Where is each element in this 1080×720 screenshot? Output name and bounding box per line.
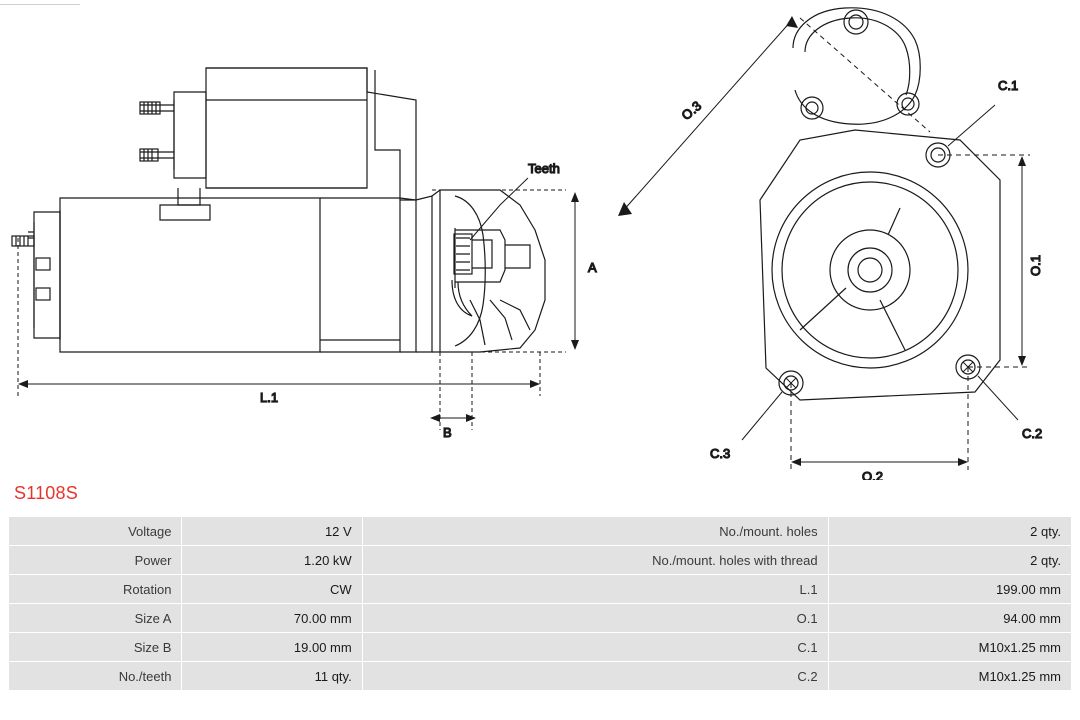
spec-value: 1.20 kW bbox=[182, 546, 362, 575]
spec-value: 19.00 mm bbox=[182, 633, 362, 662]
spec-value: M10x1.25 mm bbox=[828, 662, 1071, 691]
table-row bbox=[9, 662, 1072, 691]
spec-label: C.1 bbox=[362, 633, 828, 662]
teeth-label: Teeth bbox=[528, 161, 560, 176]
spec-value: 199.00 mm bbox=[828, 575, 1071, 604]
table-row bbox=[9, 575, 1072, 604]
starter-side-view bbox=[12, 68, 597, 440]
spec-value: M10x1.25 mm bbox=[828, 633, 1071, 662]
table-row bbox=[9, 604, 1072, 633]
spec-value: 70.00 mm bbox=[182, 604, 362, 633]
table-row bbox=[9, 633, 1072, 662]
label-o1: O.1 bbox=[1028, 255, 1043, 276]
label-o3: O.3 bbox=[678, 98, 705, 124]
spec-value: 94.00 mm bbox=[828, 604, 1071, 633]
spec-label: Size A bbox=[9, 604, 182, 633]
spec-label: No./mount. holes with thread bbox=[362, 546, 828, 575]
spec-label: Rotation bbox=[9, 575, 182, 604]
specifications-table bbox=[8, 516, 1072, 691]
label-c1: C.1 bbox=[998, 78, 1019, 93]
label-c3: C.3 bbox=[710, 446, 731, 461]
spec-value: 2 qty. bbox=[828, 546, 1071, 575]
spec-value: CW bbox=[182, 575, 362, 604]
spec-label: Size B bbox=[9, 633, 182, 662]
spec-label: Power bbox=[9, 546, 182, 575]
spec-label: O.1 bbox=[362, 604, 828, 633]
label-o2: O.2 bbox=[862, 469, 883, 480]
starter-front-view bbox=[618, 8, 1043, 480]
spec-label: L.1 bbox=[362, 575, 828, 604]
part-number-title: S1108S bbox=[14, 483, 78, 503]
spec-label: No./mount. holes bbox=[362, 517, 828, 546]
table-row bbox=[9, 517, 1072, 546]
spec-label: C.2 bbox=[362, 662, 828, 691]
spec-label: No./teeth bbox=[9, 662, 182, 691]
dim-l1-label: L.1 bbox=[260, 390, 279, 405]
dim-b-label: B bbox=[443, 425, 452, 440]
table-row bbox=[9, 546, 1072, 575]
dim-a-label: A bbox=[588, 260, 597, 275]
spec-value: 12 V bbox=[182, 517, 362, 546]
spec-value: 11 qty. bbox=[182, 662, 362, 691]
spec-label: Voltage bbox=[9, 517, 182, 546]
spec-value: 2 qty. bbox=[828, 517, 1071, 546]
label-c2: C.2 bbox=[1022, 426, 1043, 441]
